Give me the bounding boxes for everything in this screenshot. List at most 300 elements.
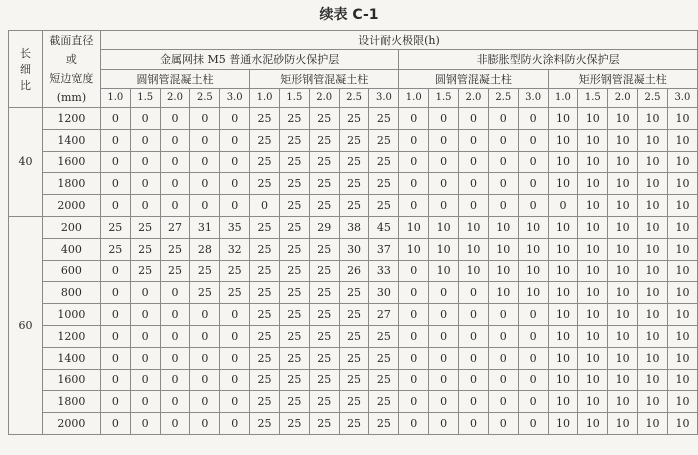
dimension-header [42,31,100,108]
thickness-cell: 0 [160,369,190,391]
thickness-cell: 25 [220,282,250,304]
dimension-cell: 600 [42,260,100,282]
thickness-cell: 31 [190,216,220,238]
thickness-cell: 25 [190,282,220,304]
thickness-cell: 25 [279,151,309,173]
thickness-cell: 0 [220,108,250,130]
thickness-cell: 10 [459,260,489,282]
thickness-cell: 10 [548,347,578,369]
thickness-cell: 0 [130,151,160,173]
thickness-cell: 0 [190,304,220,326]
thickness-cell: 0 [100,304,130,326]
thickness-cell: 0 [100,129,130,151]
thickness-cell: 0 [100,391,130,413]
thickness-cell: 10 [429,238,459,260]
thickness-cell: 33 [369,260,399,282]
hour-header: 1.5 [130,88,160,107]
thickness-cell: 0 [100,413,130,435]
thickness-cell: 0 [518,347,548,369]
hour-header: 2.0 [160,88,190,107]
thickness-cell: 10 [638,282,668,304]
slenderness-header [9,31,43,108]
thickness-cell: 10 [548,304,578,326]
thickness-cell: 0 [190,369,220,391]
thickness-cell: 25 [250,325,280,347]
thickness-cell: 0 [130,195,160,217]
thickness-cell: 25 [279,260,309,282]
thickness-cell: 25 [369,347,399,369]
dimension-cell: 200 [42,216,100,238]
thickness-cell: 25 [339,304,369,326]
thickness-cell: 0 [160,129,190,151]
column-type-header: 圆钢管混凝土柱 [100,69,249,88]
thickness-cell: 0 [518,173,548,195]
table-row [9,108,698,130]
column-type-header: 圆钢管混凝土柱 [399,69,548,88]
thickness-cell: 10 [608,369,638,391]
thickness-cell: 10 [638,238,668,260]
thickness-cell: 10 [518,260,548,282]
thickness-cell: 0 [100,369,130,391]
thickness-cell: 0 [488,369,518,391]
thickness-cell: 10 [638,173,668,195]
thickness-cell: 0 [100,260,130,282]
thickness-cell: 10 [578,304,608,326]
thickness-cell: 10 [578,129,608,151]
thickness-cell: 10 [578,325,608,347]
thickness-cell: 0 [399,151,429,173]
thickness-cell: 25 [250,260,280,282]
thickness-cell: 10 [548,413,578,435]
thickness-cell: 10 [608,260,638,282]
thickness-cell: 0 [130,304,160,326]
thickness-cell: 25 [160,260,190,282]
thickness-cell: 0 [220,369,250,391]
protection-type-header: 金属网抹 M5 普通水泥砂防火保护层 [100,50,398,69]
thickness-cell: 25 [220,260,250,282]
dimension-header-line: 短边宽度 [49,72,94,85]
thickness-cell: 10 [608,173,638,195]
thickness-cell: 0 [488,304,518,326]
thickness-cell: 25 [309,151,339,173]
thickness-cell: 25 [339,369,369,391]
thickness-cell: 30 [339,238,369,260]
fire-limit-header: 设计耐火极限(h) [100,31,697,50]
thickness-cell: 28 [190,238,220,260]
thickness-cell: 0 [190,391,220,413]
thickness-cell: 10 [667,129,697,151]
thickness-cell: 25 [339,173,369,195]
thickness-cell: 26 [339,260,369,282]
thickness-cell: 25 [130,216,160,238]
thickness-cell: 10 [667,173,697,195]
thickness-cell: 10 [667,195,697,217]
thickness-cell: 29 [309,216,339,238]
thickness-cell: 35 [220,216,250,238]
thickness-cell: 25 [250,413,280,435]
thickness-cell: 25 [250,173,280,195]
thickness-cell: 10 [608,304,638,326]
thickness-cell: 10 [638,391,668,413]
thickness-cell: 10 [608,391,638,413]
thickness-cell: 10 [608,151,638,173]
thickness-cell: 0 [130,129,160,151]
hour-header: 2.0 [608,88,638,107]
thickness-cell: 25 [279,108,309,130]
thickness-cell: 25 [369,413,399,435]
thickness-cell: 27 [369,304,399,326]
hour-header: 1.0 [548,88,578,107]
thickness-cell: 0 [160,304,190,326]
thickness-cell: 0 [459,173,489,195]
thickness-cell: 0 [488,129,518,151]
thickness-cell: 38 [339,216,369,238]
thickness-cell: 10 [578,260,608,282]
thickness-cell: 0 [429,304,459,326]
thickness-cell: 0 [160,108,190,130]
thickness-cell: 0 [220,129,250,151]
dimension-cell: 2000 [42,195,100,217]
thickness-cell: 25 [279,304,309,326]
thickness-cell: 10 [667,151,697,173]
thickness-cell: 27 [160,216,190,238]
thickness-cell: 25 [309,238,339,260]
thickness-cell: 0 [130,108,160,130]
thickness-cell: 10 [638,216,668,238]
thickness-cell: 0 [160,282,190,304]
thickness-cell: 25 [279,129,309,151]
thickness-cell: 0 [190,347,220,369]
thickness-cell: 0 [160,151,190,173]
thickness-cell: 10 [578,173,608,195]
thickness-cell: 0 [518,369,548,391]
thickness-cell: 0 [100,347,130,369]
thickness-cell: 0 [488,173,518,195]
thickness-cell: 10 [548,369,578,391]
thickness-cell: 0 [220,413,250,435]
thickness-cell: 25 [250,347,280,369]
table-row [9,391,698,413]
fire-protection-table [8,30,698,435]
thickness-cell: 0 [429,129,459,151]
thickness-cell: 0 [190,195,220,217]
column-type-header: 矩形钢管混凝土柱 [250,69,399,88]
thickness-cell: 0 [190,173,220,195]
dimension-cell: 1400 [42,129,100,151]
thickness-cell: 25 [369,129,399,151]
thickness-cell: 25 [339,195,369,217]
thickness-cell: 10 [578,369,608,391]
thickness-cell: 25 [190,260,220,282]
thickness-cell: 0 [220,304,250,326]
thickness-cell: 0 [459,108,489,130]
thickness-cell: 10 [667,347,697,369]
thickness-cell: 10 [608,216,638,238]
thickness-cell: 0 [518,304,548,326]
thickness-cell: 10 [548,325,578,347]
thickness-cell: 10 [429,260,459,282]
thickness-cell: 0 [459,129,489,151]
thickness-cell: 0 [518,413,548,435]
thickness-cell: 0 [160,413,190,435]
hour-header: 2.5 [488,88,518,107]
thickness-cell: 0 [429,151,459,173]
thickness-cell: 10 [638,369,668,391]
thickness-cell: 0 [130,369,160,391]
thickness-cell: 0 [459,151,489,173]
thickness-cell: 0 [220,347,250,369]
thickness-cell: 10 [638,195,668,217]
thickness-cell: 25 [250,108,280,130]
thickness-cell: 0 [130,282,160,304]
thickness-cell: 10 [488,260,518,282]
thickness-cell: 0 [100,108,130,130]
thickness-cell: 0 [488,151,518,173]
slenderness-cell: 40 [9,108,43,217]
thickness-cell: 0 [459,391,489,413]
thickness-cell: 0 [429,108,459,130]
thickness-cell: 0 [518,325,548,347]
thickness-cell: 25 [339,108,369,130]
thickness-cell: 10 [459,216,489,238]
hours-header-row [9,88,698,107]
thickness-cell: 0 [399,347,429,369]
thickness-cell: 10 [548,391,578,413]
thickness-cell: 25 [279,347,309,369]
thickness-cell: 10 [488,282,518,304]
thickness-cell: 10 [548,129,578,151]
thickness-cell: 10 [548,282,578,304]
thickness-cell: 25 [369,369,399,391]
thickness-cell: 10 [548,151,578,173]
thickness-cell: 10 [638,151,668,173]
thickness-cell: 0 [399,129,429,151]
thickness-cell: 25 [279,413,309,435]
thickness-cell: 0 [518,129,548,151]
thickness-cell: 10 [667,413,697,435]
thickness-cell: 10 [638,260,668,282]
dimension-header-line: (mm) [56,91,87,104]
thickness-cell: 25 [309,391,339,413]
thickness-cell: 0 [488,195,518,217]
thickness-cell: 0 [429,173,459,195]
table-row [9,195,698,217]
dimension-header-line: 截面直径 [49,34,94,47]
thickness-cell: 0 [130,347,160,369]
thickness-cell: 30 [369,282,399,304]
thickness-cell: 0 [160,173,190,195]
thickness-cell: 25 [309,347,339,369]
page-title: 续表 C-1 [319,7,379,23]
thickness-cell: 0 [399,304,429,326]
thickness-cell: 0 [399,282,429,304]
thickness-cell: 10 [488,238,518,260]
thickness-cell: 0 [488,413,518,435]
thickness-cell: 0 [459,282,489,304]
table-row [9,173,698,195]
thickness-cell: 10 [548,238,578,260]
thickness-cell: 10 [667,304,697,326]
thickness-cell: 10 [578,238,608,260]
thickness-cell: 0 [429,413,459,435]
thickness-cell: 0 [220,151,250,173]
dimension-header-line: 或 [65,53,77,66]
thickness-cell: 25 [309,129,339,151]
thickness-cell: 10 [488,216,518,238]
thickness-cell: 25 [100,216,130,238]
table-row [9,325,698,347]
thickness-cell: 10 [548,216,578,238]
thickness-cell: 25 [369,151,399,173]
dimension-cell: 800 [42,282,100,304]
thickness-cell: 25 [369,391,399,413]
thickness-cell: 0 [488,325,518,347]
table-row [9,129,698,151]
thickness-cell: 0 [518,151,548,173]
table-row [9,260,698,282]
hour-header: 2.5 [190,88,220,107]
thickness-cell: 0 [190,413,220,435]
thickness-cell: 25 [279,173,309,195]
thickness-cell: 0 [100,173,130,195]
table-row [9,216,698,238]
thickness-cell: 0 [220,195,250,217]
thickness-cell: 0 [100,195,130,217]
thickness-cell: 10 [608,129,638,151]
thickness-cell: 0 [429,325,459,347]
hour-header: 1.5 [429,88,459,107]
thickness-cell: 25 [309,195,339,217]
thickness-cell: 10 [667,238,697,260]
thickness-cell: 0 [429,369,459,391]
thickness-cell: 0 [399,195,429,217]
hour-header: 3.0 [518,88,548,107]
thickness-cell: 0 [190,325,220,347]
thickness-cell: 0 [459,347,489,369]
thickness-cell: 0 [459,369,489,391]
thickness-cell: 10 [608,413,638,435]
thickness-cell: 25 [279,238,309,260]
thickness-cell: 0 [488,347,518,369]
thickness-cell: 25 [339,347,369,369]
thickness-cell: 10 [548,108,578,130]
thickness-cell: 25 [309,413,339,435]
table-row [9,413,698,435]
thickness-cell: 10 [608,108,638,130]
thickness-cell: 0 [190,129,220,151]
thickness-cell: 10 [578,413,608,435]
slenderness-header-line: 细 [19,63,31,76]
thickness-cell: 10 [518,282,548,304]
thickness-cell: 25 [369,173,399,195]
thickness-cell: 25 [339,282,369,304]
thickness-cell: 25 [279,216,309,238]
thickness-cell: 0 [160,325,190,347]
thickness-cell: 10 [578,195,608,217]
thickness-cell: 25 [250,391,280,413]
protection-type-header: 非膨胀型防火涂料防火保护层 [399,50,698,69]
thickness-cell: 10 [638,347,668,369]
thickness-cell: 0 [399,108,429,130]
thickness-cell: 10 [578,347,608,369]
dimension-cell: 1800 [42,173,100,195]
thickness-cell: 10 [667,282,697,304]
thickness-cell: 0 [459,413,489,435]
thickness-cell: 0 [399,391,429,413]
thickness-cell: 10 [548,260,578,282]
thickness-cell: 10 [578,391,608,413]
thickness-cell: 0 [518,195,548,217]
thickness-cell: 0 [100,282,130,304]
thickness-cell: 0 [518,108,548,130]
thickness-cell: 10 [667,325,697,347]
thickness-cell: 0 [399,260,429,282]
thickness-cell: 0 [100,325,130,347]
thickness-cell: 25 [309,282,339,304]
thickness-cell: 10 [667,391,697,413]
thickness-cell: 25 [279,195,309,217]
hour-header: 2.5 [638,88,668,107]
hour-header: 2.5 [339,88,369,107]
thickness-cell: 25 [279,282,309,304]
thickness-cell: 25 [309,369,339,391]
thickness-cell: 25 [339,151,369,173]
thickness-cell: 0 [429,347,459,369]
thickness-cell: 10 [578,216,608,238]
thickness-cell: 10 [578,151,608,173]
thickness-cell: 25 [309,173,339,195]
thickness-cell: 25 [250,238,280,260]
thickness-cell: 0 [220,391,250,413]
thickness-cell: 0 [190,108,220,130]
table-row [9,151,698,173]
dimension-cell: 400 [42,238,100,260]
dimension-cell: 1600 [42,369,100,391]
dimension-cell: 1200 [42,325,100,347]
thickness-cell: 10 [578,282,608,304]
thickness-cell: 10 [399,216,429,238]
hour-header: 2.0 [459,88,489,107]
thickness-cell: 0 [429,391,459,413]
thickness-cell: 25 [339,391,369,413]
thickness-cell: 25 [250,282,280,304]
thickness-cell: 0 [399,413,429,435]
thickness-cell: 37 [369,238,399,260]
thickness-cell: 0 [459,304,489,326]
dimension-cell: 2000 [42,413,100,435]
thickness-cell: 10 [608,282,638,304]
thickness-cell: 0 [399,369,429,391]
table-row [9,347,698,369]
thickness-cell: 0 [130,173,160,195]
thickness-cell: 32 [220,238,250,260]
thickness-cell: 25 [369,195,399,217]
thickness-cell: 0 [130,325,160,347]
thickness-cell: 0 [488,108,518,130]
thickness-cell: 25 [309,260,339,282]
thickness-cell: 0 [250,195,280,217]
thickness-cell: 25 [130,260,160,282]
thickness-cell: 25 [250,129,280,151]
thickness-cell: 0 [399,173,429,195]
hour-header: 3.0 [220,88,250,107]
thickness-cell: 25 [339,413,369,435]
hour-header: 1.5 [279,88,309,107]
thickness-cell: 10 [399,238,429,260]
hour-header: 1.5 [578,88,608,107]
dimension-cell: 1400 [42,347,100,369]
thickness-cell: 25 [309,304,339,326]
